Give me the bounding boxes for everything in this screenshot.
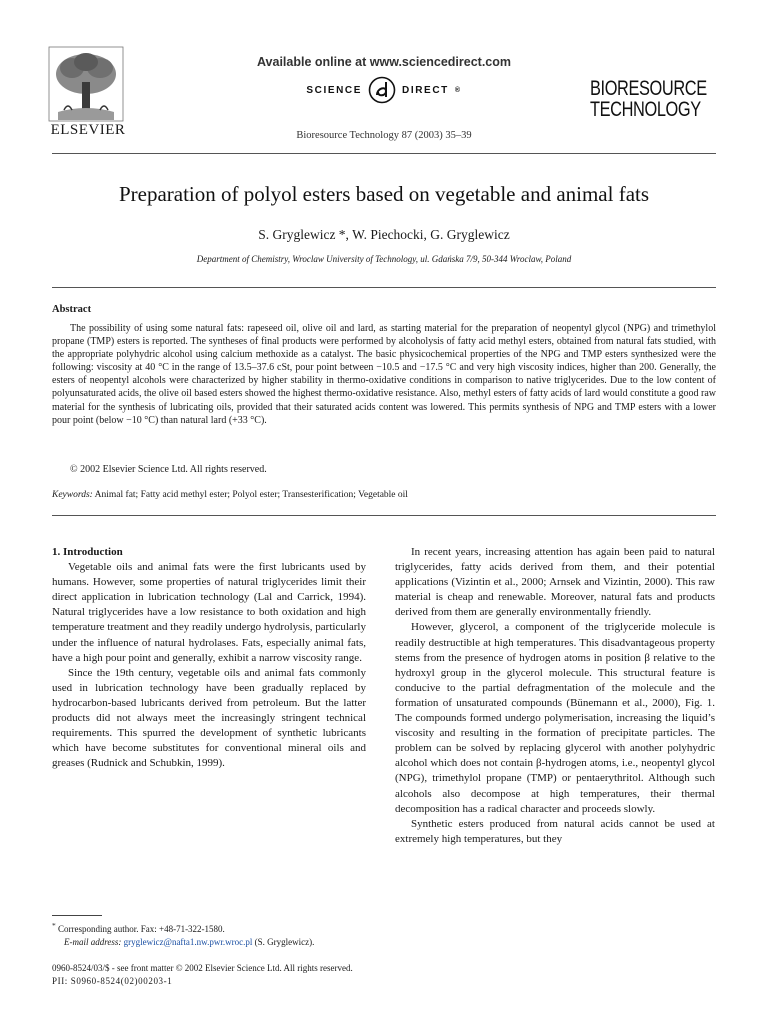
- right-column: [395, 545, 715, 847]
- email-link[interactable]: gryglewicz@nafta1.nw.pwr.wroc.pl: [123, 937, 253, 947]
- journal-logo-line1: BIORESOURCE: [590, 77, 707, 100]
- journal-citation: Bioresource Technology 87 (2003) 35–39: [296, 130, 472, 141]
- keywords-label: Keywords:: [52, 490, 93, 500]
- abstract-heading: Abstract: [52, 304, 92, 315]
- title-divider: [52, 287, 716, 288]
- body-paragraph: In recent years, increasing attention has again been paid to natural triglycerides, fatty acids derived from them, and their potential applications (Vizintin et al., 2000; Arnsek and Vizintin, 2000). This raw material is cheap and renewable. Moreover, natural fats and products derived from them are generally environmentally friendly.: [395, 546, 715, 619]
- registered-mark: ®: [454, 86, 462, 94]
- body-paragraph: However, glycerol, a component of the triglyceride molecule is readily destructible at high temperatures. This disadvantageous property stems from the presence of hydrogen atoms in position β relative to the hydroxyl group in the glycerol molecule. This structural feature is conducive to the partial defragmentation of the molecule and the formation of unsaturated compounds (Bünemann et al., 2000), Fig. 1. The compounds formed undergo polymerisation, increasing the liquid’s viscosity and resulting in the formation of precipitate particles. The problem can be solved by replacing glycerol with another polyhydric alcohol which does not contain β-hydrogen atoms, i.e., neopentyl glycol (NPG), trimethylol propane (TMP) or pentaerythritol. Although such alcohols also decompose at high temperatures, their thermal decomposition has a radical character and proceeds slowly.: [395, 621, 715, 815]
- article-affiliation: Department of Chemistry, Wroclaw University of Technology, ul. Gdańska 7/9, 50-344 Wroclaw, Poland: [196, 254, 572, 264]
- footnote-mark: *: [52, 921, 56, 930]
- front-matter: [52, 962, 353, 988]
- abstract-divider: [52, 515, 716, 516]
- journal-logo-line2: TECHNOLOGY: [590, 98, 701, 121]
- body-paragraph: Synthetic esters produced from natural acids cannot be used at extremely high temperatures, but they: [395, 817, 715, 845]
- section-heading-introduction: 1. Introduction: [52, 546, 123, 558]
- footnote: [52, 919, 372, 949]
- article-title: Preparation of polyol esters based on vegetable and animal fats: [118, 182, 650, 206]
- sciencedirect-left-word: SCIENCE: [306, 84, 363, 96]
- issn-line: 0960-8524/03/$ - see front matter © 2002 Elsevier Science Ltd. All rights reserved.: [52, 963, 353, 973]
- keywords: [52, 490, 408, 500]
- article-authors: S. Gryglewicz *, W. Piechocki, G. Gryglewicz: [258, 227, 510, 242]
- email-suffix: (S. Gryglewicz).: [254, 937, 315, 947]
- sciencedirect-right-word: DIRECT: [402, 84, 449, 96]
- journal-logo: [590, 77, 707, 121]
- header-divider: [52, 153, 716, 154]
- corresponding-author: Corresponding author. Fax: +48-71-322-1580.: [58, 924, 225, 934]
- available-online-text: Available online at www.sciencedirect.com: [256, 55, 512, 69]
- keywords-list: Animal fat; Fatty acid methyl ester; Polyol ester; Transesterification; Vegetable oil: [94, 490, 408, 500]
- body-paragraph: Vegetable oils and animal fats were the first lubricants used by humans. However, some properties of natural triglycerides limit their direct application in lubrication technology (Lal and Carrick, 1994). Natural triglycerides have a low resistance to both oxidation and high temperature treatment and they readily undergo hydrolysis, particularly under the influence of natural hydrolases. Fats, especially animal fats, have a high pour point and generally, exhibit a narrow viscosity range.: [52, 561, 366, 664]
- left-column: [52, 545, 366, 771]
- email-label: E-mail address:: [64, 937, 122, 947]
- body-paragraph: Since the 19th century, vegetable oils and animal fats commonly used in lubrication technology have been gradually replaced by hydrocarbon-based lubricants derived from petroleum. But the latter products did not always meet the increasingly stringent technical requirements. This spurred the development of synthetic lubricants which have become substitutes for conventional mineral oils and greases (Rudnick and Schubkin, 1999).: [52, 666, 366, 770]
- sciencedirect-d-icon: [368, 76, 396, 104]
- abstract-text: The possibility of using some natural fats: rapeseed oil, olive oil and lard, as starting material for the preparation of neopentyl glycol (NPG) and trimethylol propane (TMP) esters is reported. The syntheses of final products were performed by alcoholysis of fatty acid methyl esters, obtained from natural fats studied, with the appropriate polyhydric alcohol using calcium methoxide as a catalyst. The basic physicochemical properties of the NPG and TMP esters synthesized were the following: viscosity at 40 °C in the range of 13.5–37.6 cSt, pour point between −10.5 and −17.5 °C and very high viscosity indices, higher than 200. Generally, the esters of neopentyl alcohols were characterized by higher stability in thermo-oxidative conditions in comparison to native triglycerides. Due to the low content of polyunsaturated acids, the olive oil based esters showed the highest thermo-oxidative resistance. Also, methyl esters of fatty acids of lard would constitute a good raw material for the synthesis of lubricating oils, provided that their saturated acids content was lowered. This permits synthesis of NPG and TMP esters with a lower pour point (below −10 °C) than natural lard (+33 °C).: [52, 323, 716, 426]
- abstract-copyright: © 2002 Elsevier Science Ltd. All rights reserved.: [70, 464, 267, 475]
- publisher-name: ELSEVIER: [50, 122, 126, 138]
- footnote-rule: [52, 915, 102, 916]
- pii-line: PII: S0960-8524(02)00203-1: [52, 976, 173, 986]
